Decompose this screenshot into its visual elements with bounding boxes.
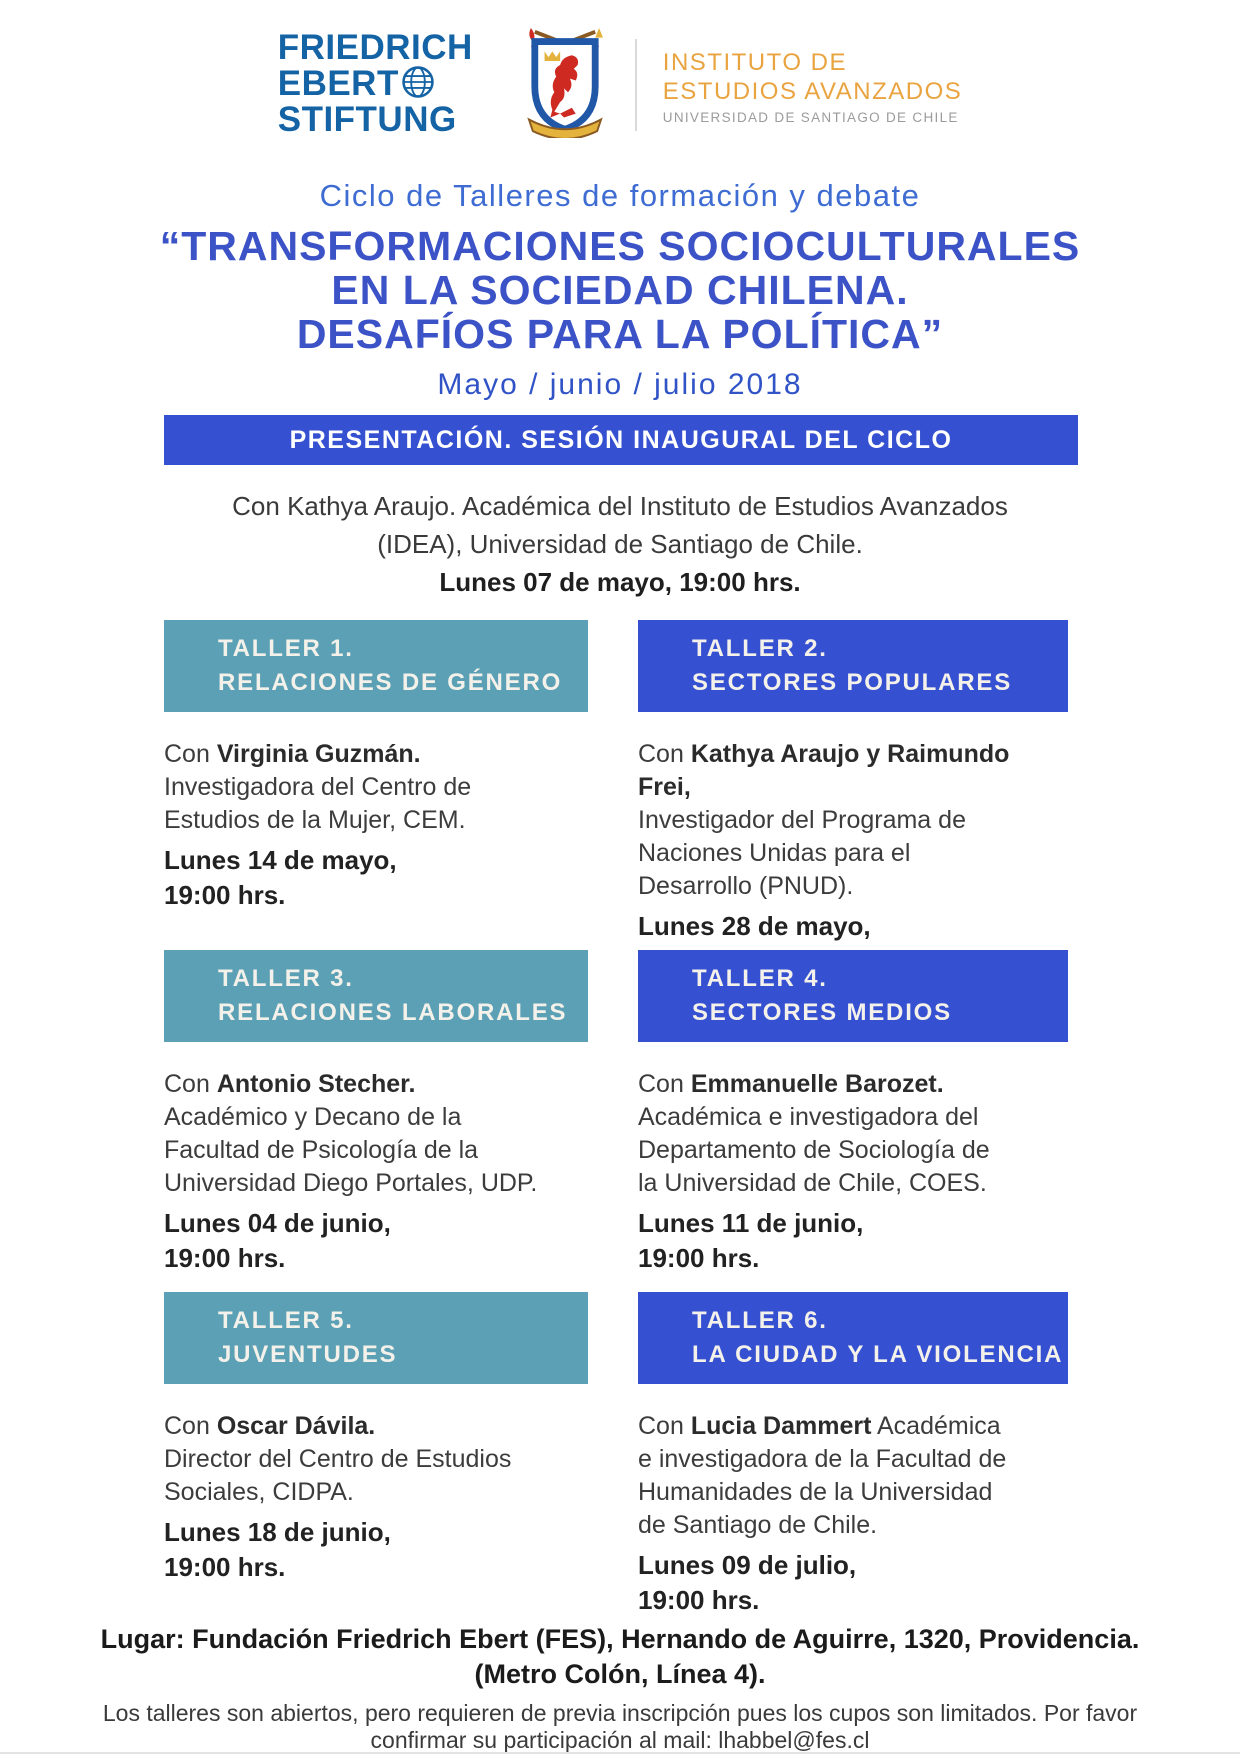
taller-2-desc-line: Desarrollo (PNUD).: [638, 872, 854, 900]
taller-4-header: [638, 950, 1068, 1042]
taller-2-desc-line: Investigador del Programa de: [638, 806, 966, 834]
taller-4-topic: SECTORES MEDIOS: [692, 999, 952, 1026]
inaugural-session: [0, 487, 1240, 601]
taller-4-desc-line: la Universidad de Chile, COES.: [638, 1169, 987, 1197]
logo-divider: [635, 39, 637, 131]
taller-1-speaker-line: Con Virginia Guzmán.: [164, 740, 421, 768]
taller-1-desc-line: Investigadora del Centro de: [164, 773, 472, 801]
taller-5-number: TALLER 5.: [218, 1307, 354, 1334]
taller-2-card: [638, 620, 1068, 979]
inaugural-line2: (IDEA), Universidad de Santiago de Chile.: [377, 529, 863, 559]
main-title-line1: “TRANSFORMACIONES SOCIOCULTURALES: [159, 223, 1081, 269]
taller-6-card: [638, 1292, 1068, 1618]
taller-6-number: TALLER 6.: [692, 1307, 828, 1334]
fes-logo-line1: FRIEDRICH: [277, 27, 473, 67]
taller-3-desc-line: Universidad Diego Portales, UDP.: [164, 1169, 538, 1197]
main-title-line3: DESAFÍOS PARA LA POLÍTICA”: [296, 311, 944, 357]
idea-line2: ESTUDIOS AVANZADOS: [662, 78, 963, 105]
venue-line2: (Metro Colón, Línea 4).: [474, 1659, 766, 1689]
taller-3-date: Lunes 04 de junio, 19:00 hrs.: [164, 1208, 391, 1273]
usach-crest-icon: [521, 26, 609, 143]
taller-4-desc-line: Departamento de Sociología de: [638, 1136, 990, 1164]
taller-4-card: [638, 950, 1068, 1276]
taller-1-card: [164, 620, 588, 913]
idea-line1: INSTITUTO DE: [662, 48, 848, 76]
taller-4-speaker-line: Con Emmanuelle Barozet.: [638, 1070, 944, 1098]
registration-note-line1: Los talleres son abiertos, pero requieren de previa inscripción pues los cupos son limitados. Por favor: [102, 1700, 1138, 1726]
taller-1-topic: RELACIONES DE GÉNERO: [218, 669, 563, 696]
taller-3-card: [164, 950, 588, 1276]
registration-note-line2: confirmar su participación al mail: lhabbel@fes.cl: [370, 1727, 870, 1753]
taller-5-topic: JUVENTUDES: [218, 1341, 398, 1368]
inaugural-banner: [164, 415, 1078, 465]
taller-3-desc-line: Académico y Decano de la: [164, 1103, 462, 1131]
taller-6-body: [638, 1410, 1068, 1618]
taller-5-desc-line: Sociales, CIDPA.: [164, 1478, 354, 1506]
taller-2-desc-line: Naciones Unidas para el: [638, 839, 911, 867]
taller-4-desc-line: Académica e investigadora del: [638, 1103, 979, 1131]
taller-3-desc-line: Facultad de Psicología de la: [164, 1136, 479, 1164]
taller-4-date: Lunes 11 de junio, 19:00 hrs.: [638, 1208, 864, 1273]
taller-1-number: TALLER 1.: [218, 635, 354, 662]
fes-logo-line3: STIFTUNG: [277, 100, 457, 140]
taller-1-body: [164, 738, 588, 913]
taller-3-speaker-line: Con Antonio Stecher.: [164, 1070, 416, 1098]
header-logos: [0, 26, 1240, 143]
taller-5-desc-line: Director del Centro de Estudios: [164, 1445, 512, 1473]
main-title-line2: EN LA SOCIEDAD CHILENA.: [331, 267, 909, 313]
taller-2-header: [638, 620, 1068, 712]
main-title: [0, 224, 1240, 356]
idea-logo-text: [663, 44, 963, 126]
taller-3-topic: RELACIONES LABORALES: [218, 999, 568, 1026]
venue-info: [0, 1622, 1240, 1692]
taller-5-date: Lunes 18 de junio, 19:00 hrs.: [164, 1517, 391, 1582]
taller-6-desc-line: Humanidades de la Universidad: [638, 1478, 993, 1506]
taller-6-date: Lunes 09 de julio, 19:00 hrs.: [638, 1550, 857, 1615]
taller-3-number: TALLER 3.: [218, 965, 354, 992]
inaugural-datetime: Lunes 07 de mayo, 19:00 hrs.: [439, 567, 801, 597]
date-range: Mayo / junio / julio 2018: [437, 368, 803, 401]
fes-logo-line2: EBERT: [278, 65, 473, 105]
taller-5-speaker-line: Con Oscar Dávila.: [164, 1412, 376, 1440]
taller-6-header: [638, 1292, 1068, 1384]
taller-3-body: [164, 1068, 588, 1276]
taller-5-header: [164, 1292, 588, 1384]
taller-2-number: TALLER 2.: [692, 635, 828, 662]
taller-1-date: Lunes 14 de mayo, 19:00 hrs.: [164, 845, 397, 910]
idea-line3: UNIVERSIDAD DE SANTIAGO DE CHILE: [662, 110, 959, 126]
taller-2-date: Lunes 28 de mayo,: [638, 911, 871, 941]
taller-6-topic: LA CIUDAD Y LA VIOLENCIA: [692, 1341, 1064, 1368]
inaugural-line1: Con Kathya Araujo. Académica del Instituto de Estudios Avanzados: [232, 491, 1008, 521]
taller-3-header: [164, 950, 588, 1042]
taller-5-body: [164, 1410, 588, 1585]
taller-2-speaker-line: Con Kathya Araujo y Raimundo Frei,: [638, 740, 1010, 801]
taller-6-desc-line: e investigadora de la Facultad de: [638, 1445, 1007, 1473]
taller-6-speaker-line: Con Lucia Dammert Académica: [638, 1412, 1001, 1440]
venue-line1: Lugar: Fundación Friedrich Ebert (FES), Hernando de Aguirre, 1320, Providencia.: [100, 1624, 1140, 1654]
taller-6-desc-line: de Santiago de Chile.: [638, 1511, 878, 1539]
taller-1-header: [164, 620, 588, 712]
taller-4-body: [638, 1068, 1068, 1276]
taller-5-card: [164, 1292, 588, 1585]
taller-2-topic: SECTORES POPULARES: [692, 669, 1013, 696]
series-kicker: Ciclo de Talleres de formación y debate: [319, 178, 921, 213]
globe-icon: [401, 65, 435, 105]
taller-1-desc-line: Estudios de la Mujer, CEM.: [164, 806, 466, 834]
inaugural-banner-label: PRESENTACIÓN. SESIÓN INAUGURAL DEL CICLO: [289, 425, 953, 454]
taller-2-body: [638, 738, 1068, 979]
registration-note: [0, 1700, 1240, 1754]
taller-4-number: TALLER 4.: [692, 965, 828, 992]
fes-logo: [277, 27, 473, 140]
